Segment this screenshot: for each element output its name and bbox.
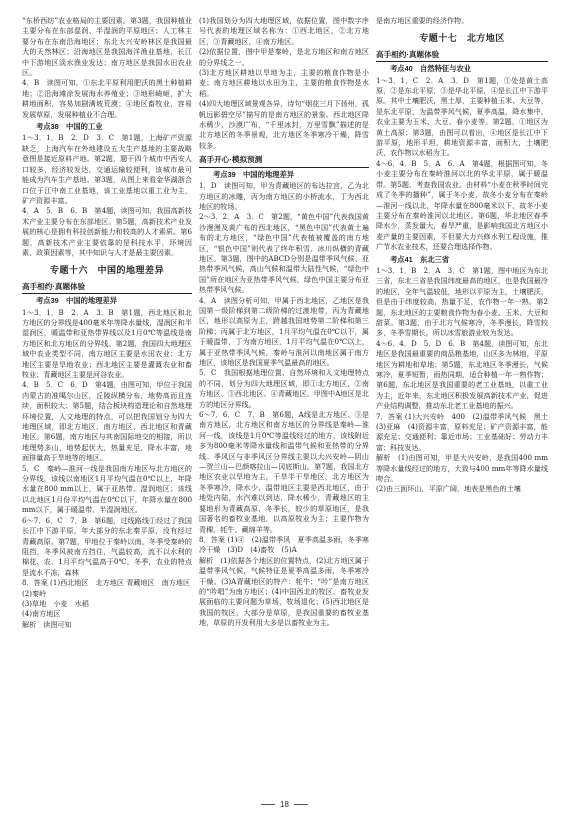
- paragraph: 解析 读图可知: [22, 619, 72, 629]
- paragraph: 8．答案 (1)西北地区 北方地区 青藏地区 南方地区: [22, 578, 191, 588]
- paragraph: (2)由三面环山，平原广阔，地表是黑色的土壤: [376, 484, 521, 494]
- paragraph: 4～6．4．D 5．D 6．B 第4题，读图可知，东北地区是我国最重要的商品粮基地，山区多为林地，平原地区为耕地和草地；第5题，东北地区冬季漫长，气候寒冷，夏季短暂，雨热同期，适合种植一年一熟作物；第6题，东北地区是我国重要的老工业基地，以重工业为主，近年来，东北地区积极发展高新技术产业，促进产业结构调整，推动东北老工业基地的振兴。: [376, 338, 548, 411]
- heading-kd40: 考点40 自然特征与农业: [390, 64, 472, 74]
- section-header-real-exam: [376, 50, 548, 62]
- paragraph: 1～3．1．B 2．A 3．B 第1题，西北地区和北方地区的分界线是400毫米年等降水量线，湿润区和半湿润区，暖温带和亚热带界线以及1月0℃等温线是南方地区和北方地区的分界线。第2题，我国四大地理区域中农业类型不同，南方地区主要是水田农业；北方地区主要是旱地农业；西北地区主要是灌溉农业和畜牧业；青藏地区主要是河谷农业。: [22, 307, 192, 379]
- paragraph: 4．B 读图可知，①东北平原利用肥沃的黑土种植耕地；②沿海滩涂发展海水养殖业；③地形崎岖，扩大耕地面积，容易加剧满坡荒漠；④地区畜牧业，容易发展草原，发展种植业不合理。: [22, 78, 192, 119]
- paragraph: 7．答案 (1)大兴安岭 400 (2)温带季风气候 黑土 (3)亚麻 (4)资源丰富，原料充足；矿产资源丰富，能源充足；交通便利；靠近市场；工业基础好；劳动力丰富；科技发达。: [376, 411, 556, 452]
- section-header-label: 高手相约·真题体验: [22, 281, 86, 291]
- paragraph: (2)依据位置，图中甲是秦岭，是北方地区和南方地区的分界线之一。: [199, 47, 369, 67]
- paragraph: 4．A 读图分析可知，甲属于西北地区，乙地区是我国第一级阶梯到第二级阶梯的过渡地带，丙为青藏地区，地形以高原为主，跨越我国地势第二阶梯和第三阶梯；丙属于北方地区，1月平均气温在0℃以下，属于暖温带，丁为南方地区，1月平均气温在0℃以上，属于亚热带季风气候，秦岭与淮河以南地区属于南方地区，该地区是我国夏季气温最高的地区。: [199, 295, 369, 367]
- heading-kd38: 考点38 中国的工业: [36, 122, 103, 132]
- paragraph: 4．B 5．C 6．D 第4题，由图可知，甲位于我国内蒙古的准噶尔山区，丘陵纵横分布，地势高而且连续，面积较大；第5题，结合板块构造理论和自然地理环境位置，人文地理的特点，可以把我国划分为四大地理区域，即北方地区、南方地区、西北地区和青藏地区。第6题，南方地区与其南国际地交的相接，所以地理势多山，地势起伏大，热量充足，降水丰富，地面排量高于旱地等的地区。: [22, 380, 192, 463]
- paragraph: 1．D 读图可知，甲为青藏地区的布达拉宫，乙为北方地区的冰雕，丙为南方地区的小桥流水，丁为西北地区的牧场。: [199, 181, 369, 211]
- paragraph: (1)我国划分为四大地理区域，依据位置，图中数字序号代表的地理区域名称为：①西北地区，②北方地区，③青藏地区，④南方地区。: [199, 16, 369, 46]
- paragraph: 解析 (1)依据各个地区的位置特点，(2)北方地区属于温带季风气候，气候特征是夏季高温多雨，冬季寒冷干燥。(3)A青藏地区的特产：牦牛；“吟”是南方地区的“吟唱”为南方地区；(4)中国西北的牧区，畜牧业发展面临的主要问题为草场，牧场退化；(5)西北地区是我国的牧区，大部分是草原，是我国重要的畜牧业基地，草原的开发利用大多是以畜牧业为主。: [199, 555, 369, 628]
- paragraph: 2～3．2．A 3．C 第2题，“黄色中国”代表我国黄沙漫漫及黄广布的西北地区，“黑色中国”代表黄土遍布的北方地区，“绿色中国”代表植被覆盖的南方地区，“银色中国”则代表了终年积雪、冰川纵横的青藏地区。第3题，图中的ABCD分别是温带季风气候、亚热带季风气候，高山气候和温带大陆性气候，“绿色中国”所在地区为亚热带季风气候，绿色中国主要分布亚热带季风气候。: [199, 212, 369, 295]
- paragraph: 8．答案 (1)④ (2)温带季风 夏季高温多雨，冬季寒冷干燥 (3)D (4)畜牧 (5)A: [199, 534, 369, 555]
- topic-17-title: 专题十七 北方地区: [419, 33, 505, 44]
- paragraph: 解析 (1)由图可知，甲是大兴安岭，是我国400 mm等降水量线经过的地方，大致与400 mm年等降水量线吻合。: [376, 453, 548, 484]
- heading-kd41: 考点41 东北三省: [390, 254, 450, 264]
- paragraph: 4～6．4．B 5．A 6．A 第4题，根据图可知，冬小麦主要分布在秦岭淮河以北的华北平原，属于暖温带。第5题，考查我国农业。由材料“小麦在秋季时间完成了冬季的播种”，属于冬小麦，故冬小麦分布在秦岭—淮河一线以北，年降水量在800毫米以下，故冬小麦主要分布在秦岭淮河以北地区。第6题，华北地区春季降水少，蒸发量大，春旱严重，是影响我国北方地区小麦产量的主要因素，不但要大力兴修水利工程设施，推广节水农业技术，还要合理选择作物。: [376, 158, 548, 252]
- column-right: [376, 16, 556, 495]
- paragraph: 4．A 5．B 6．B 第4题，读图可知，我国高新技术产业主要分布在东部地区。第5题，高新技术产业发展的核心是拥有科技创新能力和较高的人才素质。第6题，高新技术产业主要依靠的是科技水平，环境因素、政策因素等，其中知识与人才是最主要因素。: [22, 206, 192, 257]
- heading-kd39: 考点39 中国的地理差异: [36, 296, 118, 306]
- paragraph: 1～3．1．B 2．D 3．C 第1题，上海矿产资源缺乏，上海汽车在外地建设五大生产基地的主要战略意图是接近原料产地。第2题，题干四个城市中西安人口较多，经济较发达，交通运输较便利，该城市最可能成为汽车生产基地。第3题，从图上来看金华湖浙合口位于江中南工业基地，该工业基地以重工业为主，矿产资源丰富。: [22, 133, 192, 205]
- paragraph: 6～7．6．C 7．B 第6题，过线路线①经过了我国长江中下游平原，年大部分的东北秦平原，没有经过青藏高原。第7题，甲地位于秦岭以南，冬季受秦岭的阻挡，冬季风被南方挡住，气温较高，流不以水利的棉花、农、1月平均气温高于0℃，冬季，农业的特点是流水不冻，森林: [22, 515, 192, 577]
- page-number: 18: [0, 800, 569, 809]
- paragraph: (4)四大地理区域景观各异，诗句“烟花三月下扬州，孤帆远影碧空尽”描写的是南方地区的景象。西北地区降水稀少、沙漠广布，“千里冰封，万里雪飘”描述的是北方地区的冬季景观，北方地区冬季寒冷干燥，降雪较多。: [199, 99, 369, 150]
- paragraph: 1～3．1．C 2．A 3．D 第1题，①处是黄土高原，②是东北平原，③是华北平原，④是长江中下游平原。其中土壤肥沃，黑土厚，主要种植玉米、大豆等，是东北平原，为温带季风气候，夏季高温，降水集中，农业主要为玉米、大豆、春小麦等。第2题，①地区为黄土高原；第3题，由图可以看出，④地区是长江中下游平原，地形平坦，耕地资源丰富，面积大，土壤肥沃，农作物以水稻为主。: [376, 75, 548, 158]
- section-header-real-exam: [22, 282, 192, 294]
- paragraph: (4)南方地区: [22, 609, 61, 619]
- paragraph: (2)秦岭: [22, 588, 47, 598]
- section-header-mock: [199, 155, 369, 167]
- section-header-label: 高手相约·真题体验: [376, 49, 440, 59]
- paragraph: “东桥西纺”农业格局的主要因素。第3题，我国种植业主要分布在东部湿润、半湿润的平原地区；人工林主要分布在东南沿海地区；东北大兴安岭林区是我国最大的天然林区；沿海地区是我国海洋渔业基地，长江中下游地区淡水渔业发达；南方地区是我国水田农业区。: [22, 16, 192, 78]
- column-middle: [199, 16, 369, 629]
- paragraph: (3)北方地区耕地以旱地为主，主要的粮食作物是小麦；南方地区耕地以水田为主，主要的粮食作物是水稻。: [199, 68, 369, 98]
- paragraph: 6～7．6．C 7．B 第6题，A线是北方地区、③是南方地区，北方地区和南方地区的分界线是秦岭—淮河一线，该线是1月0℃等温线经过的地方，该线附近多为800毫米等降水量线和温带气候和亚热带的分界线。季风区与非季风区分界线主要以大兴安岭—阴山—贺兰山—巴颜喀拉山—冈底斯山。第7题，我国北方地区农业以旱地为主，干旱半干旱地区，北方地区为冬季寒冷，降水少，温带地区主要是西北地区，由于地处内陆，水汽难以到达，降水稀少，青藏地区的主要地形为青藏高原，冬季长，较少的草原地区，是我国著名的畜牧业基地，以高原牧业为主；主要作物为青稞、牦牛、藏绵羊等。: [199, 410, 369, 534]
- paragraph: 5．C 我国根据地理位置、自然环境和人文地理特点的不同，划分为四大地理区域，即①北方地区、②南方地区、③西北地区、④青藏地区。甲图中A地区是北方的地区分界线。: [199, 368, 369, 409]
- column-left: [22, 16, 192, 630]
- paragraph: 是南方地区重要的经济作物。: [376, 16, 469, 25]
- topic-16-title: 专题十六 中国的地理差异: [49, 265, 164, 276]
- heading-kd39-mock: 考点39 中国的地理差异: [213, 169, 295, 179]
- paragraph: 1～3．1．B 2．A 3．C 第1题，图中地区为东北三省，东北三省是我国纬度最高的地区，也是我国最冷的地区，全年气温较低，地形以平原为主，土壤肥沃，但是由于纬度较高，热量不足，农作物一年一熟。第2题，东北地区的主要粮食作物为春小麦、玉米、大豆和甜菜。第3题，由于北方气候寒冷，冬季漫长，降雪较多，冬季雪期长，所以冰雪旅游业较为发达。: [376, 265, 548, 338]
- paragraph: 5．C 秦岭—淮河一线是我国南方地区与北方地区的分界线，该线以南地区1月平均气温在0℃以上，年降水量在800 mm以上，属于亚热带、湿润地区；该线以北地区1月份平均气温在0℃以下，年降水量在800 mm以下，属于暖温带、半湿润地区。: [22, 463, 192, 515]
- paragraph: (3)草地 小麦 水稻: [22, 598, 89, 608]
- section-header-label: 高手开心·模拟预测: [199, 155, 263, 165]
